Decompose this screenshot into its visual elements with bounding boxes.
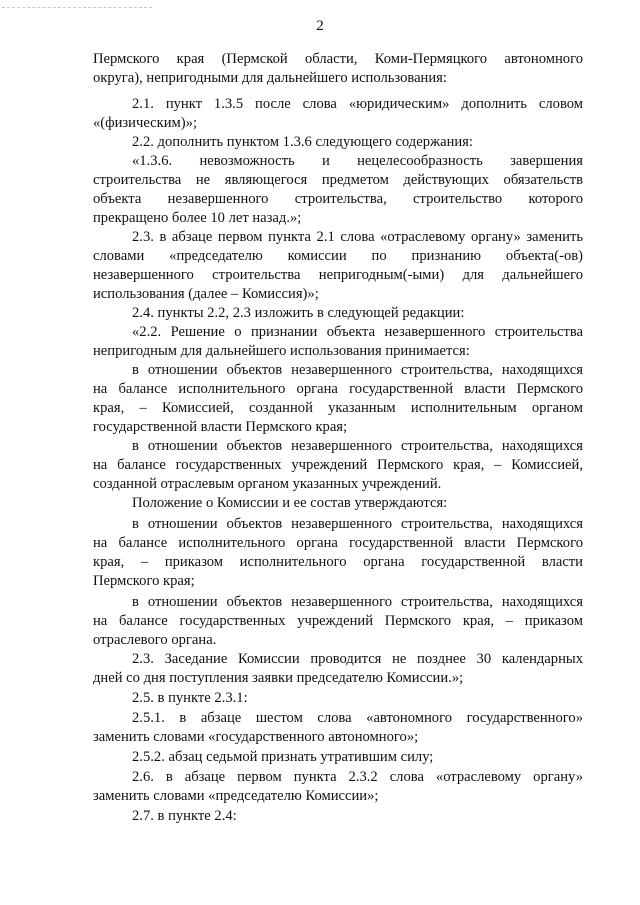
text-line: дней со дня поступления заявки председателю Комиссии.»; <box>93 670 464 686</box>
text-line: словами «председателю комиссии по признанию объекта(-ов) <box>93 248 583 264</box>
text-line: 2.5.2. абзац седьмой признать утратившим силу; <box>132 749 434 765</box>
text-line: «2.2. Решение о признании объекта незавершенного строительства <box>132 324 583 340</box>
text-line: непригодным для дальнейшего использования принимается: <box>93 343 470 359</box>
text-line: «(физическим)»; <box>93 115 198 131</box>
text-line: округа), непригодными для дальнейшего использования: <box>93 70 447 86</box>
scan-edge-mark <box>2 7 152 9</box>
text-line: «1.3.6. невозможность и нецелесообразность завершения <box>132 153 583 169</box>
text-line: созданной отраслевым органом указанных учреждений. <box>93 476 442 492</box>
text-line: 2.7. в пункте 2.4: <box>132 808 237 824</box>
text-line: Пермского края (Пермской области, Коми-Пермяцкого автономного <box>93 51 583 67</box>
text-line: в отношении объектов незавершенного строительства, находящихся <box>132 594 583 610</box>
page-number: 2 <box>316 18 324 34</box>
text-line: Положение о Комиссии и ее состав утверждаются: <box>132 495 448 511</box>
text-line: 2.4. пункты 2.2, 2.3 изложить в следующей редакции: <box>132 305 465 321</box>
text-line: на балансе государственных учреждений Пермского края, – приказом <box>93 613 583 629</box>
text-line: 2.2. дополнить пунктом 1.3.6 следующего содержания: <box>132 134 473 150</box>
text-line: строительства не являющегося предметом действующих обязательств <box>93 172 583 188</box>
text-line: края, – приказом исполнительного органа государственной власти <box>93 554 583 570</box>
text-line: 2.5. в пункте 2.3.1: <box>132 690 248 706</box>
text-line: отраслевого органа. <box>93 632 217 648</box>
text-line: в отношении объектов незавершенного строительства, находящихся <box>132 516 583 532</box>
text-line: 2.3. в абзаце первом пункта 2.1 слова «отраслевому органу» заменить <box>132 229 583 245</box>
text-line: заменить словами «председателю Комиссии»; <box>93 788 379 804</box>
text-line: Пермского края; <box>93 573 195 589</box>
text-line: в отношении объектов незавершенного строительства, находящихся <box>132 438 583 454</box>
text-line: использования (далее – Комиссия)»; <box>93 286 319 302</box>
text-line: незавершенного строительства непригодным(-ыми) для дальнейшего <box>93 267 583 283</box>
text-line: края, – Комиссией, созданной указанным исполнительным органом <box>93 400 583 416</box>
text-line: 2.5.1. в абзаце шестом слова «автономного государственного» <box>132 710 583 726</box>
text-line: на балансе исполнительного органа государственной власти Пермского <box>93 535 583 551</box>
text-line: 2.3. Заседание Комиссии проводится не позднее 30 календарных <box>132 651 583 667</box>
text-line: на балансе исполнительного органа государственной власти Пермского <box>93 381 583 397</box>
text-line: 2.6. в абзаце первом пункта 2.3.2 слова «отраслевому органу» <box>132 769 583 785</box>
text-line: в отношении объектов незавершенного строительства, находящихся <box>132 362 583 378</box>
text-line: государственной власти Пермского края; <box>93 419 348 435</box>
text-line: 2.1. пункт 1.3.5 после слова «юридическим» дополнить словом <box>132 96 583 112</box>
text-line: на балансе государственных учреждений Пермского края, – Комиссией, <box>93 457 583 473</box>
text-line: объекта незавершенного строительства, строительство которого <box>93 191 583 207</box>
text-line: прекращено более 10 лет назад.»; <box>93 210 302 226</box>
text-line: заменить словами «государственного автономного»; <box>93 729 419 745</box>
